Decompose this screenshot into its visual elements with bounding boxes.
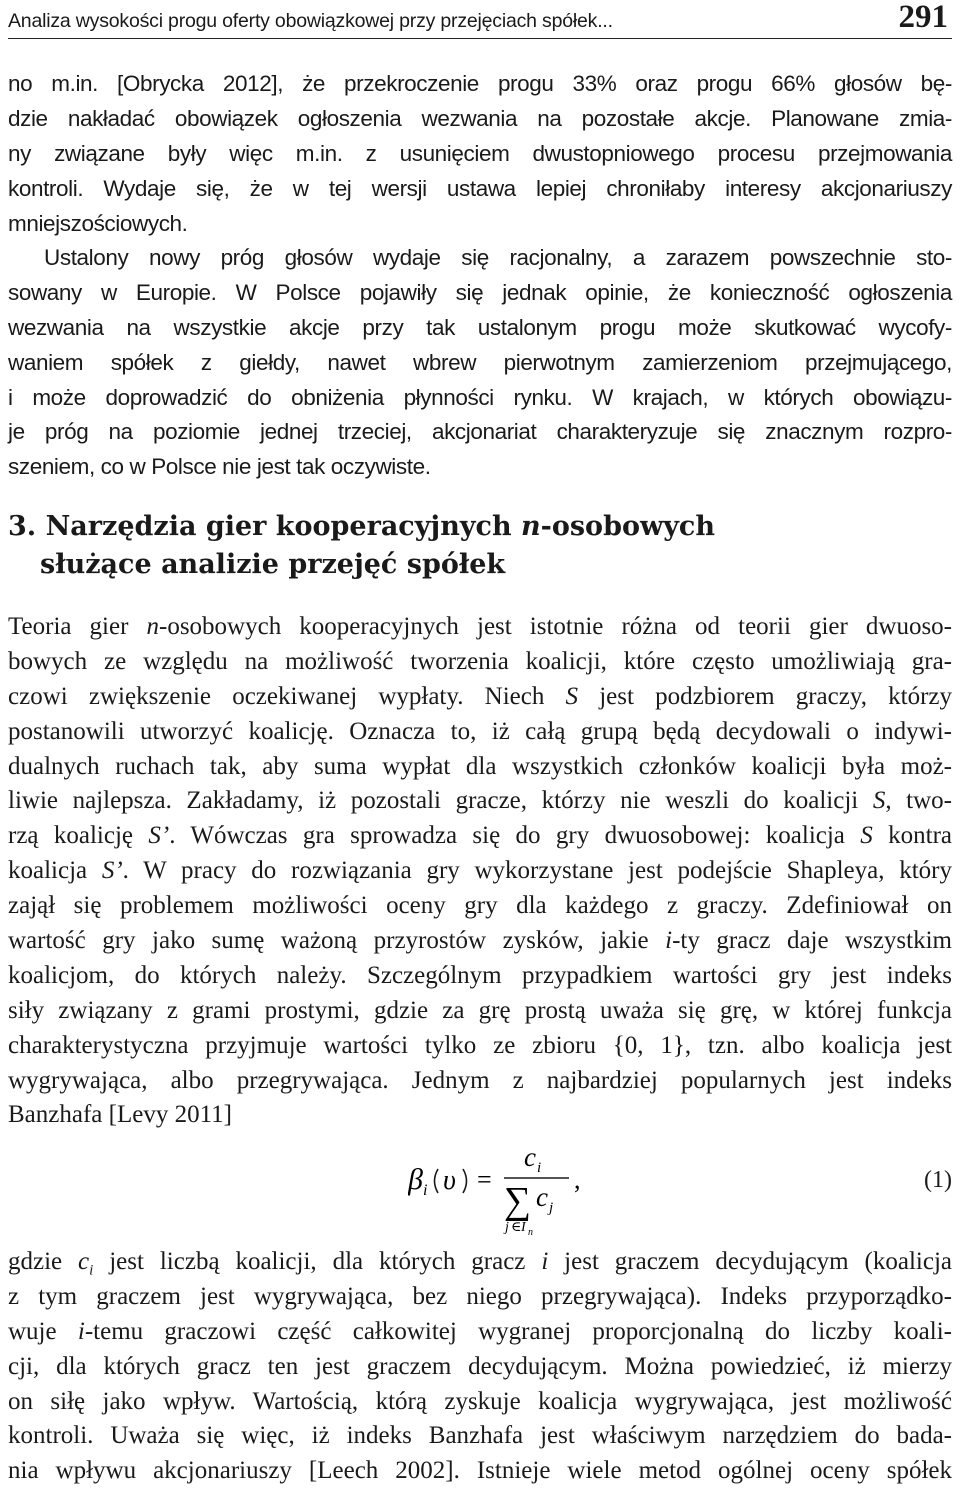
text-line: kontroli. Uważa się więc, iż indeks Banzhafa jest właściwym narzędziem do bada-	[8, 1422, 952, 1450]
text-line: je próg na poziomie jednej trzeciej, akcjonariat charakteryzuje się znacznym rozpro-	[8, 419, 952, 445]
text-line: rzą koalicję S’. Wówczas gra sprowadza się do gry dwuosobowej: koalicja S kontra	[8, 822, 952, 850]
text-line: kontroli. Wydaje się, że w tej wersji ustawa lepiej chroniłaby interesy akcjonariuszy	[8, 175, 952, 201]
text-line: siły związany z grami prostymi, gdzie za grę prostą uważa się grę, w której funkcja	[8, 996, 952, 1024]
left-paren	[435, 1169, 439, 1193]
sum-index-in: ∈	[511, 1220, 522, 1235]
text-line: koalicjom, do których należy. Szczególnym przypadkiem wartości gry jest indeks	[8, 961, 952, 989]
text-line: postanowili utworzyć koalicję. Oznacza to, iż całą grupą będą decydowali o indywi-	[8, 717, 952, 745]
running-header	[8, 2, 952, 39]
paragraph-4	[8, 1245, 952, 1489]
equals-sign: =	[477, 1165, 492, 1194]
beta-symbol: β	[408, 1163, 423, 1196]
section-title-part: Narzędzia gier kooperacyjnych	[45, 511, 521, 542]
equation-1	[8, 1137, 952, 1237]
text-line: dualnych ruchach tak, aby suma wypłat dla wszystkich członków koalicji była moż-	[8, 752, 952, 780]
text-line: gdzie $c_i$ jest liczbą koalicji, dla których gracz i jest graczem decydującym (koalicja	[8, 1248, 952, 1279]
running-header-title: Analiza wysokości progu oferty obowiązkowej przy przejęciach spółek...	[8, 10, 613, 32]
text-line: bowych ze względu na możliwość tworzenia koalicji, które często umożliwiają gra-	[8, 647, 952, 675]
sum-index-n: n	[528, 1227, 533, 1237]
upsilon-symbol: υ	[443, 1165, 456, 1196]
paragraph-3	[8, 610, 952, 1133]
text-line: mniejszościowych.	[8, 210, 188, 236]
text-line: waniem spółek z giełdy, nawet wbrew pierwotnym zamierzeniom przejmującego,	[8, 349, 952, 375]
text-line: czowi zwiększenie oczekiwanej wypłaty. Niech S jest podzbiorem graczy, którzy	[8, 682, 953, 710]
page-number: 291	[898, 0, 948, 35]
text-line: cji, dla których gracz ten jest graczem decydującym. Można powiedzieć, iż mierzy	[8, 1352, 952, 1380]
denominator-c: c	[536, 1182, 548, 1212]
text-line: szeniem, co w Polsce nie jest tak oczywiste.	[8, 454, 431, 480]
text-line: wuje i-temu graczowi część całkowitej wygranej proporcjonalną do liczby koali-	[8, 1317, 952, 1345]
text-line: z tym graczem jest wygrywająca, bez niego przegrywająca). Indeks przyporządko-	[8, 1282, 952, 1310]
text-line: wezwania na wszystkie akcje przy tak ustalonym progu może skutkować wycofy-	[8, 314, 952, 340]
text-line: dzie nakładać obowiązek ogłoszenia wezwania na pozostałe akcje. Planowane zmia-	[8, 105, 952, 131]
beta-subscript: i	[423, 1182, 428, 1199]
numerator-subscript: i	[537, 1160, 542, 1176]
text-line: Ustalony nowy próg głosów wydaje się racjonalny, a zarazem powszechnie sto-	[44, 245, 952, 270]
text-line: liwie najlepsza. Zakładamy, iż pozostali gracze, którzy nie weszli do koalicji S, two-	[8, 787, 952, 815]
sum-index-j: j	[505, 1220, 509, 1235]
text-line: Banzhafa [Levy 2011]	[8, 1101, 232, 1129]
sigma-symbol: ∑	[504, 1180, 532, 1222]
text-line: sowany w Europie. W Polsce pojawiły się jednak opinie, że konieczność ogłoszenia	[8, 279, 952, 305]
right-paren	[463, 1169, 467, 1193]
text-line: wygrywająca, albo przegrywająca. Jednym z najbardziej popularnych jest indeks	[8, 1066, 952, 1094]
text-line: koalicja S’. W pracy do rozwiązania gry wykorzystane jest podejście Shapleya, który	[8, 857, 952, 885]
text-line: nia wpływu akcjonariuszy [Leech 2002]. Istnieje wiele metod ogólnej oceny spółek	[8, 1457, 952, 1485]
section-number: 3.	[8, 511, 37, 542]
equation-comma: ,	[574, 1165, 581, 1194]
paragraph-2	[8, 241, 952, 485]
sum-index-I: I	[521, 1220, 526, 1235]
banzhaf-formula	[408, 1137, 608, 1237]
text-line: no m.in. [Obrycka 2012], że przekroczenie progu 33% oraz progu 66% głosów bę-	[8, 71, 952, 96]
paragraph-1	[8, 67, 952, 241]
section-heading	[8, 508, 952, 584]
denominator-subscript: j	[549, 1200, 554, 1216]
text-line: charakterystyczna przyjmuje wartości tylko ze zbioru {0, 1}, tzn. albo koalicja jest	[8, 1031, 952, 1059]
text-line: wartość gry jako sumę ważoną przyrostów zysków, jakie i-ty gracz daje wszystkim	[8, 927, 953, 955]
section-title-line2: służące analizie przejęć spółek	[40, 549, 506, 580]
text-line: i może doprowadzić do obniżenia płynności rynku. W krajach, w których obowiązu-	[8, 384, 952, 410]
text-line: Teoria gier n-osobowych kooperacyjnych jest istotnie różna od teorii gier dwuoso-	[8, 613, 952, 640]
section-title-part: -osobowych	[540, 511, 715, 542]
section-title-italic: n	[521, 511, 541, 542]
text-line: zajął się problemem możliwości oceny gry dla każdego z graczy. Zdefiniował on	[8, 892, 952, 920]
equation-number: (1)	[924, 1167, 952, 1193]
text-line: on siłę jako wpływ. Wartością, którą zyskuje koalicja wygrywająca, jest możliwość	[8, 1387, 952, 1415]
numerator-c: c	[524, 1142, 536, 1172]
text-line: ny związane były więc m.in. z usunięciem dwustopniowego procesu przejmowania	[8, 140, 952, 166]
